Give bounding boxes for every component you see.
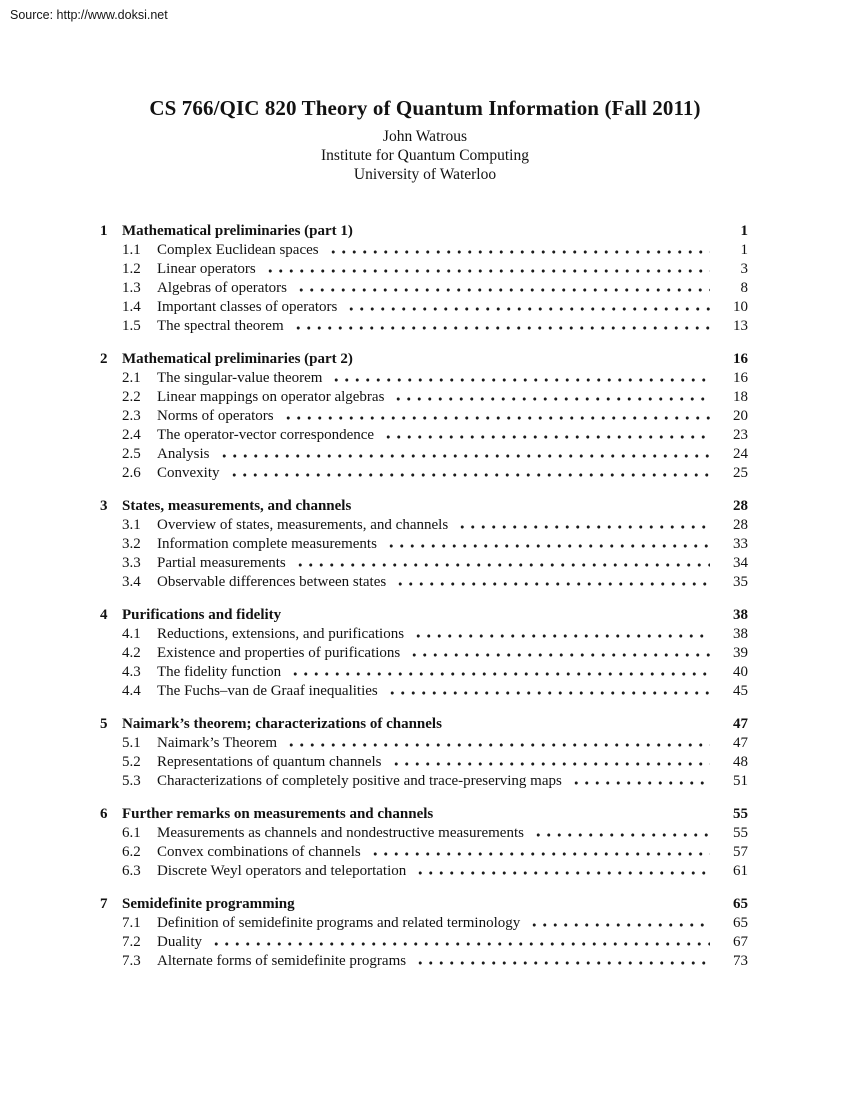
toc-entry [100, 862, 748, 881]
section-page-number: 1 [740, 223, 748, 239]
entry-number: 3.3 [122, 555, 141, 571]
dot-leader [284, 743, 710, 747]
author-block [0, 127, 850, 184]
entry-number: 5.1 [122, 735, 141, 751]
entry-title: Definition of semidefinite programs and related terminology [157, 915, 521, 931]
toc-entry [100, 516, 748, 535]
entry-number: 2.3 [122, 408, 141, 424]
entry-number: 2.5 [122, 446, 141, 462]
toc-entry [100, 663, 748, 682]
toc-section [100, 715, 748, 791]
entry-page-number: 39 [733, 645, 748, 661]
dot-leader [326, 250, 710, 254]
entry-number: 1.1 [122, 242, 141, 258]
dot-leader [281, 416, 710, 420]
section-title: Purifications and fidelity [122, 607, 282, 623]
entry-page-number: 28 [733, 517, 748, 533]
toc-entry [100, 388, 748, 407]
section-page-number: 28 [733, 498, 748, 514]
entry-page-number: 45 [733, 683, 748, 699]
toc-section [100, 350, 748, 483]
entry-page-number: 40 [733, 664, 748, 680]
toc-entry [100, 407, 748, 426]
toc-entry [100, 933, 748, 952]
toc-entry [100, 369, 748, 388]
toc-entry [100, 464, 748, 483]
entry-page-number: 25 [733, 465, 748, 481]
entry-number: 4.2 [122, 645, 141, 661]
entry-number: 1.3 [122, 280, 141, 296]
dot-leader [291, 326, 710, 330]
section-title: Further remarks on measurements and channels [122, 806, 434, 822]
dot-leader [217, 454, 711, 458]
toc-section-heading [100, 497, 748, 516]
source-url-label: Source: http://www.doksi.net [10, 8, 168, 22]
section-title: Mathematical preliminaries (part 1) [122, 223, 353, 239]
entry-page-number: 24 [733, 446, 748, 462]
entry-title: Analysis [157, 446, 210, 462]
section-title: States, measurements, and channels [122, 498, 352, 514]
entry-page-number: 73 [733, 953, 748, 969]
entry-title: The fidelity function [157, 664, 282, 680]
dot-leader [407, 653, 710, 657]
dot-leader [389, 762, 710, 766]
toc-entry [100, 445, 748, 464]
toc-entry [100, 573, 748, 592]
toc-entry [100, 843, 748, 862]
toc-entry [100, 554, 748, 573]
entry-number: 7.1 [122, 915, 141, 931]
dot-leader [294, 288, 710, 292]
section-number: 3 [100, 498, 108, 514]
section-title: Semidefinite programming [122, 896, 295, 912]
entry-title: Complex Euclidean spaces [157, 242, 319, 258]
entry-page-number: 1 [740, 242, 748, 258]
dot-leader [209, 942, 710, 946]
toc-entry [100, 753, 748, 772]
entry-number: 1.5 [122, 318, 141, 334]
entry-title: Convexity [157, 465, 220, 481]
author-name: John Watrous [382, 128, 468, 145]
toc-entry [100, 298, 748, 317]
toc-entry [100, 772, 748, 791]
dot-leader [329, 378, 710, 382]
entry-title: Representations of quantum channels [157, 754, 382, 770]
toc-entry [100, 952, 748, 971]
entry-title: The spectral theorem [157, 318, 284, 334]
toc-section [100, 895, 748, 971]
toc-section-heading [100, 606, 748, 625]
affiliation-institute: Institute for Quantum Computing [321, 147, 529, 164]
section-number: 2 [100, 351, 108, 367]
section-page-number: 16 [733, 351, 748, 367]
toc-section-heading [100, 715, 748, 734]
entry-number: 6.2 [122, 844, 141, 860]
toc-section [100, 222, 748, 336]
document-title: CS 766/QIC 820 Theory of Quantum Information (Fall 2011) [149, 96, 701, 120]
section-page-number: 38 [733, 607, 748, 623]
entry-title: Observable differences between states [157, 574, 387, 590]
entry-number: 6.3 [122, 863, 141, 879]
dot-leader [391, 397, 710, 401]
entry-number: 5.2 [122, 754, 141, 770]
entry-title: Important classes of operators [157, 299, 338, 315]
toc-entry [100, 241, 748, 260]
entry-number: 5.3 [122, 773, 141, 789]
toc-section-heading [100, 222, 748, 241]
toc-entry [100, 260, 748, 279]
dot-leader [293, 563, 710, 567]
entry-number: 6.1 [122, 825, 141, 841]
toc-entry [100, 914, 748, 933]
entry-title: Naimark’s Theorem [157, 735, 278, 751]
entry-page-number: 38 [733, 626, 748, 642]
entry-title: Linear operators [157, 261, 256, 277]
entry-page-number: 67 [733, 934, 748, 950]
dot-leader [569, 781, 710, 785]
entry-number: 3.4 [122, 574, 141, 590]
entry-page-number: 51 [733, 773, 748, 789]
entry-page-number: 65 [733, 915, 748, 931]
entry-number: 4.3 [122, 664, 141, 680]
toc-section-heading [100, 350, 748, 369]
entry-number: 7.2 [122, 934, 141, 950]
entry-title: Overview of states, measurements, and channels [157, 517, 449, 533]
entry-number: 2.4 [122, 427, 141, 443]
affiliation-university: University of Waterloo [353, 166, 497, 183]
dot-leader [368, 852, 710, 856]
dot-leader [411, 634, 710, 638]
entry-title: Duality [157, 934, 202, 950]
entry-title: Alternate forms of semidefinite programs [157, 953, 407, 969]
section-page-number: 55 [733, 806, 748, 822]
toc-entry [100, 535, 748, 554]
toc-entry [100, 625, 748, 644]
entry-number: 2.2 [122, 389, 141, 405]
entry-page-number: 8 [740, 280, 748, 296]
entry-page-number: 35 [733, 574, 748, 590]
toc-section-heading [100, 805, 748, 824]
entry-page-number: 47 [733, 735, 748, 751]
dot-leader [413, 961, 710, 965]
entry-number: 3.1 [122, 517, 141, 533]
dot-leader [393, 582, 710, 586]
entry-title: Existence and properties of purifications [157, 645, 401, 661]
toc-section [100, 606, 748, 701]
entry-number: 7.3 [122, 953, 141, 969]
entry-page-number: 55 [733, 825, 748, 841]
entry-title: Linear mappings on operator algebras [157, 389, 385, 405]
entry-page-number: 57 [733, 844, 748, 860]
section-number: 7 [100, 896, 108, 912]
entry-title: Convex combinations of channels [157, 844, 361, 860]
entry-page-number: 33 [733, 536, 748, 552]
toc-entry [100, 682, 748, 701]
dot-leader [531, 833, 710, 837]
entry-number: 3.2 [122, 536, 141, 552]
entry-title: The singular-value theorem [157, 370, 323, 386]
entry-number: 4.4 [122, 683, 141, 699]
entry-page-number: 16 [733, 370, 748, 386]
toc-entry [100, 317, 748, 336]
dot-leader [384, 544, 710, 548]
dot-leader [227, 473, 711, 477]
dot-leader [527, 923, 710, 927]
entry-title: The operator-vector correspondence [157, 427, 375, 443]
entry-title: Norms of operators [157, 408, 274, 424]
entry-page-number: 48 [733, 754, 748, 770]
section-page-number: 47 [733, 716, 748, 732]
entry-page-number: 20 [733, 408, 748, 424]
entry-title: The Fuchs–van de Graaf inequalities [157, 683, 378, 699]
entry-number: 4.1 [122, 626, 141, 642]
toc-entry [100, 734, 748, 753]
dot-leader [385, 691, 710, 695]
toc-entry [100, 279, 748, 298]
entry-page-number: 18 [733, 389, 748, 405]
section-number: 5 [100, 716, 108, 732]
entry-title: Partial measurements [157, 555, 286, 571]
section-page-number: 65 [733, 896, 748, 912]
entry-number: 1.2 [122, 261, 141, 277]
entry-title: Algebras of operators [157, 280, 287, 296]
toc-entry [100, 644, 748, 663]
entry-title: Discrete Weyl operators and teleportation [157, 863, 407, 879]
entry-number: 2.1 [122, 370, 141, 386]
entry-page-number: 61 [733, 863, 748, 879]
entry-page-number: 3 [740, 261, 748, 277]
dot-leader [288, 672, 710, 676]
section-title: Naimark’s theorem; characterizations of channels [122, 716, 442, 732]
dot-leader [344, 307, 710, 311]
table-of-contents [100, 222, 748, 971]
dot-leader [263, 269, 710, 273]
entry-page-number: 10 [733, 299, 748, 315]
toc-section-heading [100, 895, 748, 914]
entry-title: Information complete measurements [157, 536, 377, 552]
entry-page-number: 34 [733, 555, 748, 571]
toc-entry [100, 824, 748, 843]
entry-page-number: 23 [733, 427, 748, 443]
entry-page-number: 13 [733, 318, 748, 334]
section-number: 6 [100, 806, 108, 822]
entry-title: Reductions, extensions, and purifications [157, 626, 405, 642]
entry-title: Measurements as channels and nondestructive measurements [157, 825, 524, 841]
entry-number: 1.4 [122, 299, 141, 315]
section-number: 4 [100, 607, 108, 623]
toc-entry [100, 426, 748, 445]
dot-leader [413, 871, 710, 875]
dot-leader [381, 435, 710, 439]
entry-number: 2.6 [122, 465, 141, 481]
entry-title: Characterizations of completely positive and trace-preserving maps [157, 773, 562, 789]
section-number: 1 [100, 223, 108, 239]
toc-section [100, 497, 748, 592]
dot-leader [455, 525, 710, 529]
section-title: Mathematical preliminaries (part 2) [122, 351, 353, 367]
toc-section [100, 805, 748, 881]
document-header [0, 96, 850, 184]
